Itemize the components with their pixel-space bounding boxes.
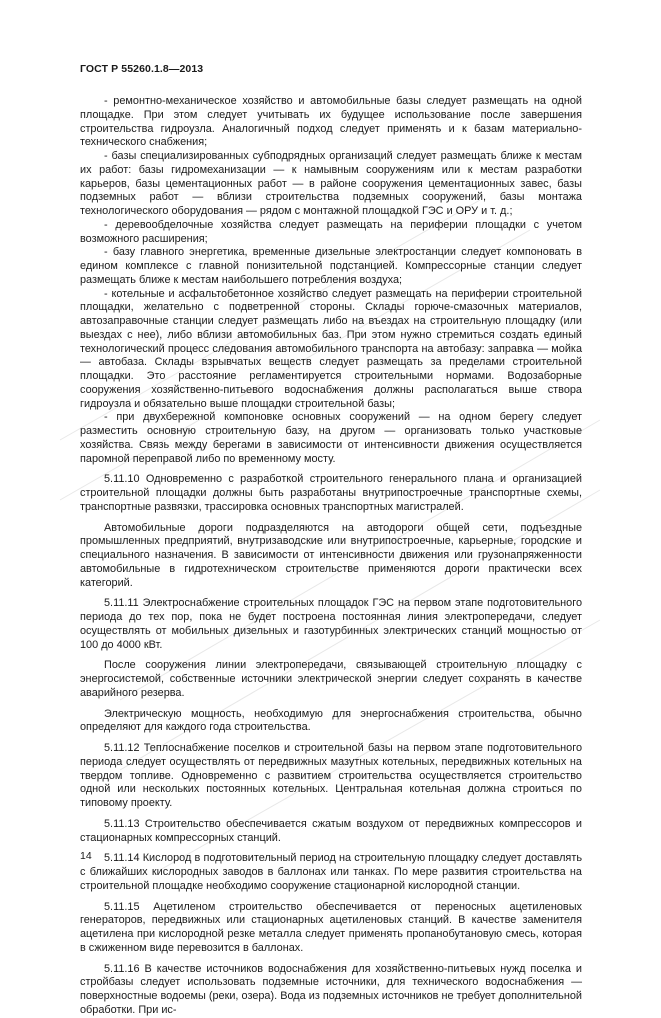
body-paragraph: Электрическую мощность, необходимую для энергоснабжения строительства, обычно определяют для каждого года строительства. — [80, 707, 582, 734]
body-paragraph: - котельные и асфальтобетонное хозяйство следует размещать на периферии строительной площадки, желательно с подветренной стороны. Склады горюче-смазочных материалов, автозаправочные станции следует размещать либо на въездах на строительную площадку (или выездах с нее), либо вблизи автомобильных баз. При этом нужно стремиться создать единый технологический процесс следования автомобильного транспорта на автобазу: заправка — мойка — автобаза. Склады взрывчатых веществ следует размещать за пределами строительной площадки. Это расстояние регламентируется строительными нормами. Водозаборные сооружения хозяйственно-питьевого водоснабжения должны располагаться выше створа гидроузла и обязательно выше площадки строительной базы; — [80, 287, 582, 410]
document-header-id: ГОСТ Р 55260.1.8—2013 — [80, 63, 204, 75]
page-number: 14 — [80, 850, 92, 862]
body-paragraph: 5.11.13 Строительство обеспечивается сжатым воздухом от передвижных компрессоров и стационарных компрессорных станций. — [80, 817, 582, 844]
body-paragraph: 5.11.10 Одновременно с разработкой строительного генерального плана и организацией строительной площадки должны быть разработаны внутрипостроечные транспортные схемы, транспортные развязки, трассировка основных транспортных магистралей. — [80, 473, 582, 513]
body-paragraph: 5.11.14 Кислород в подготовительный период на строительную площадку следует доставлять с ближайших кислородных заводов в баллонах или танках. По мере развития строительства на строительной площадке необходимо сооружение стационарной кислородной станции. — [80, 852, 582, 892]
body-paragraph: 5.11.11 Электроснабжение строительных площадок ГЭС на первом этапе подготовительного периода до тех пор, пока не будет построена постоянная линия электропередачи, следует осуществлять от мобильных дизельных и газотурбинных электрических станций мощностью от 100 до 4000 кВт. — [80, 597, 582, 651]
body-paragraph: 5.11.12 Теплоснабжение поселков и строительной базы на первом этапе подготовительного периода следует осуществлять от передвижных мазутных котельных, передвижных котельных на твердом топливе. Одновременно с развитием строительства осуществляется строительство одной или нескольких постоянных котельных. Центральная котельная должна строиться по типовому проекту. — [80, 742, 582, 809]
document-body — [80, 95, 582, 1018]
body-paragraph: - базу главного энергетика, временные дизельные электростанции следует компоновать в едином комплексе с главной понизительной подстанцией. Компрессорные станции следует размещать ближе к местам наибольшего потребления воздуха; — [80, 246, 582, 286]
body-paragraph: Автомобильные дороги подразделяются на автодороги общей сети, подъездные промышленных предприятий, внутризаводские или внутрипостроечные, карьерные, городские и специального назначения. В зависимости от интенсивности движения или грузонапряженности автомобильные в гидротехническом строительстве применяются дороги практически всех категорий. — [80, 521, 582, 589]
body-paragraph: 5.11.16 В качестве источников водоснабжения для хозяйственно-питьевых нужд поселка и стройбазы следует использовать подземные источники, для технического водоснабжения — поверхностные водоемы (реки, озера). Вода из подземных источников не требует дополнительной обработки. При ис- — [80, 962, 582, 1016]
body-paragraph: - деревообделочные хозяйства следует размещать на периферии площадки с учетом возможного расширения; — [80, 218, 582, 245]
body-paragraph: - ремонтно-механическое хозяйство и автомобильные базы следует размещать на одной площадке. При этом следует учитывать их будущее использование после завершения строительства гидроузла. Аналогичный подход следует применять и к базам материально-технического снабжения; — [80, 95, 582, 149]
body-paragraph: - базы специализированных субподрядных организаций следует размещать ближе к местам их работ: базы гидромеханизации — к намывным сооружениям или к местам разработки карьеров, базы цементационных работ — в районе сооружения цементационных завес, базы подземных работ — вблизи строительства подземных сооружений, базы монтажа технологического оборудования — рядом с монтажной площадкой ГЭС и ОРУ и т. д.; — [80, 150, 582, 217]
body-paragraph: После сооружения линии электропередачи, связывающей строительную площадку с энергосистемой, собственные источники электрической энергии следует сохранять в качестве аварийного резерва. — [80, 659, 582, 699]
body-paragraph: 5.11.15 Ацетиленом строительство обеспечивается от переносных ацетиленовых генераторов, передвижных или стационарных ацетиленовых станций. В качестве заменителя ацетилена при кислородной резке металла следует применять пропанобутановую смесь, которая в сжиженном виде перевозится в баллонах. — [80, 900, 582, 954]
body-paragraph: - при двухбережной компоновке основных сооружений — на одном берегу следует разместить основную строительную базу, на другом — организовать только участковые хозяйства. Связь между берегами в зависимости от интенсивности движения осуществляется паромной переправой либо по временному мосту. — [80, 411, 582, 465]
